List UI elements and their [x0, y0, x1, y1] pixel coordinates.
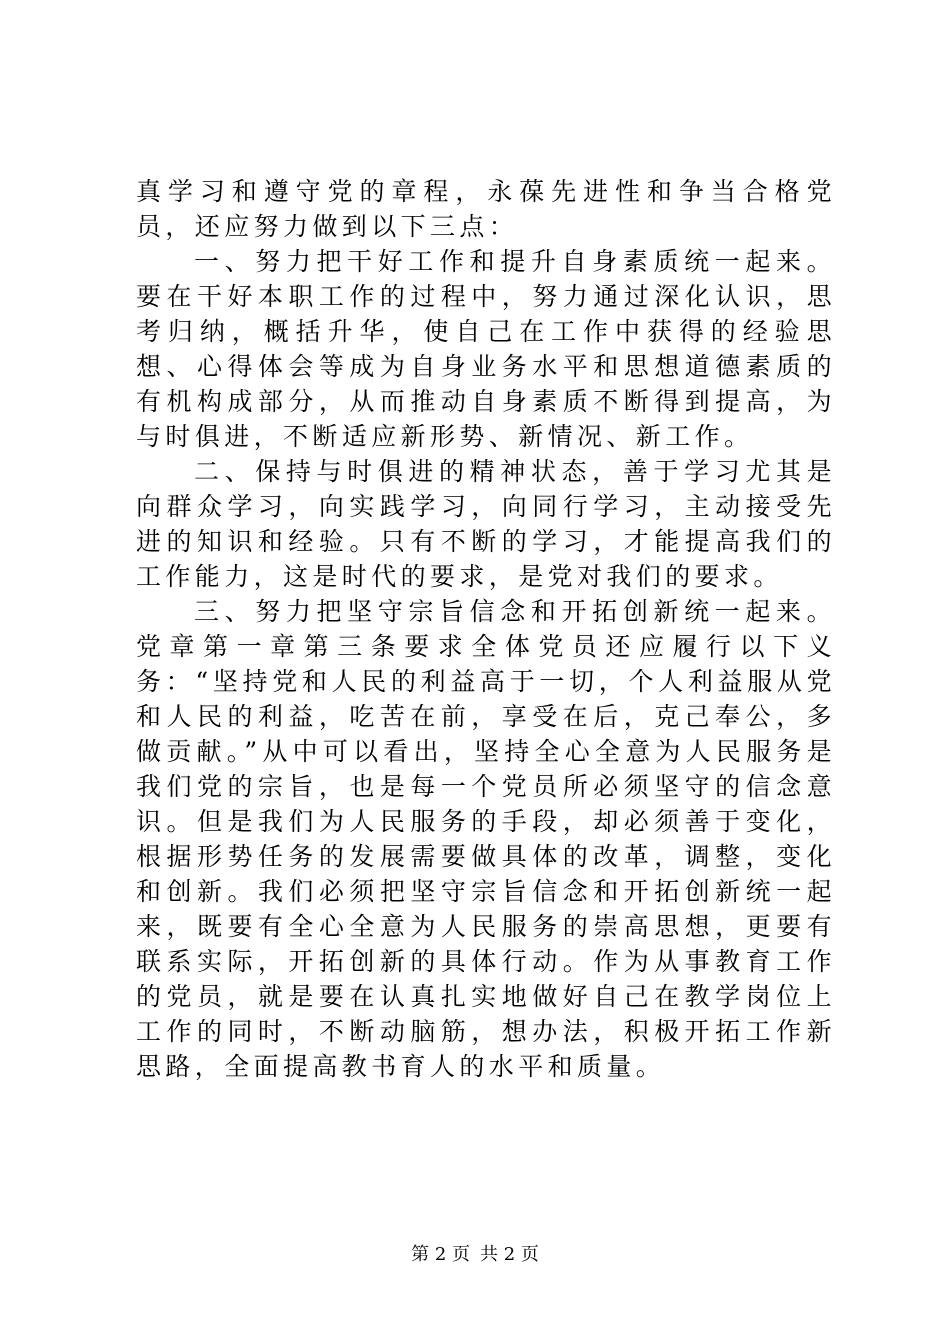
page-total: 共 2 页 [480, 1244, 539, 1265]
page-number: 第 2 页 [411, 1244, 470, 1265]
page-footer [0, 1244, 950, 1266]
paragraph-point-one: 一、努力把干好工作和提升自身素质统一起来。要在干好本职工作的过程中，努力通过深化认识，思考归纳，概括升华，使自己在工作中获得的经验思想、心得体会等成为自身业务水平和思想道德素质的有机构成部分，从而推动自身素质不断得到提高，为与时俱进，不断适应新形势、新情况、新工作。 [136, 247, 836, 451]
document-body [136, 174, 836, 1084]
paragraph-continuation: 真学习和遵守党的章程，永葆先进性和争当合格党员，还应努力做到以下三点： [136, 177, 836, 241]
paragraph-point-three: 三、努力把坚守宗旨信念和开拓创新统一起来。党章第一章第三条要求全体党员还应履行以下义务：“坚持党和人民的利益高于一切，个人利益服从党和人民的利益，吃苦在前，享受在后，克己奉公，多做贡献。”从中可以看出，坚持全心全意为人民服务是我们党的宗旨，也是每一个党员所必须坚守的信念意识。但是我们为人民服务的手段，却必须善于变化，根据形势任务的发展需要做具体的改革，调整，变化和创新。我们必须把坚守宗旨信念和开拓创新统一起来，既要有全心全意为人民服务的崇高思想，更要有联系实际，开拓创新的具体行动。作为从事教育工作的党员，就是要在认真扎实地做好自己在教学岗位上工作的同时，不断动脑筋，想办法，积极开拓工作新思路，全面提高教书育人的水平和质量。 [136, 597, 836, 1081]
paragraph-point-two: 二、保持与时俱进的精神状态，善于学习尤其是向群众学习，向实践学习，向同行学习，主动接受先进的知识和经验。只有不断的学习，才能提高我们的工作能力，这是时代的要求，是党对我们的要求。 [136, 457, 836, 591]
